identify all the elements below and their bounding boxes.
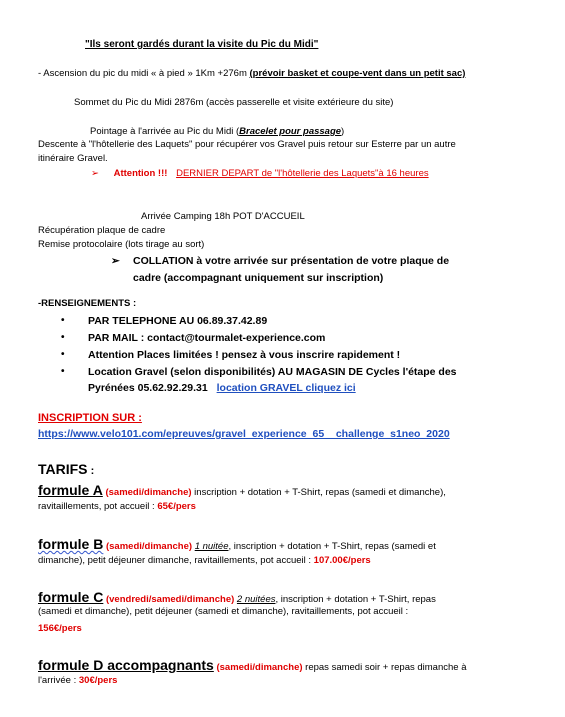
formule-d-desc: repas samedi soir + repas dimanche à <box>302 662 467 673</box>
formule-d-line-2 <box>38 675 117 686</box>
renseignement-telephone: PAR TELEPHONE AU 06.89.37.42.89 <box>88 315 268 327</box>
formule-c-price: 156€/pers <box>38 623 82 634</box>
descente-line-2: itinéraire Gravel. <box>38 153 108 164</box>
formule-a-desc-2: ravitaillements, pot accueil : <box>38 501 158 512</box>
formule-b-line-1 <box>38 536 436 552</box>
bracelet-link[interactable]: Bracelet pour passage <box>239 126 342 137</box>
formule-a-line-2 <box>38 501 196 512</box>
formule-b-name: formule B <box>38 536 104 552</box>
renseignement-mail[interactable]: PAR MAIL : contact@tourmalet-experience.com <box>88 332 326 344</box>
tarifs-colon: : <box>87 465 95 477</box>
sommet-line: Sommet du Pic du Midi 2876m (accès passerelle et visite extérieure du site) <box>74 97 394 108</box>
ascension-note: (prévoir basket et coupe-vent dans un petit sac) <box>249 68 466 79</box>
arrivee-line: Arrivée Camping 18h POT D'ACCUEIL <box>141 211 305 222</box>
inscription-heading: INSCRIPTION SUR : <box>38 412 142 424</box>
formule-a-desc: inscription + dotation + T-Shirt, repas (samedi et dimanche), <box>191 487 446 498</box>
bullet-icon: • <box>61 366 65 377</box>
bullet-icon: • <box>61 349 65 360</box>
descente-line-1: Descente à "l'hôtellerie des Laquets" pour récupérer vos Gravel puis retour sur Esterre par un autre <box>38 139 456 150</box>
formule-b-desc-2: dimanche), petit déjeuner dimanche, ravitaillements, pot accueil : <box>38 555 314 566</box>
formule-a-price: 65€/pers <box>157 501 196 512</box>
formule-b-desc: , inscription + dotation + T-Shirt, repas (samedi et <box>228 541 436 552</box>
formule-c-days: (vendredi/samedi/dimanche) <box>105 594 235 605</box>
renseignements-heading: -RENSEIGNEMENTS : <box>38 298 137 309</box>
formule-a-line-1 <box>38 482 446 498</box>
formule-a-name: formule A <box>38 482 103 498</box>
formule-c-line-2: (samedi et dimanche), petit déjeuner (samedi et dimanche), ravitaillements, pot accueil : <box>38 606 409 617</box>
collation-arrow-icon: ➢ <box>111 255 120 267</box>
pointage-line <box>90 126 344 137</box>
location-gravel-link[interactable]: location GRAVEL cliquez ici <box>216 382 356 394</box>
formule-c-nuitee: 2 nuitées <box>236 594 276 605</box>
formule-d-line-1 <box>38 657 467 673</box>
formule-c-name: formule C <box>38 589 104 605</box>
attention-line <box>91 168 429 179</box>
tarifs-label: TARIFS <box>38 461 88 477</box>
collation-line-2: cadre (accompagnant uniquement sur inscription) <box>133 272 384 284</box>
location-phone: Pyrénées 05.62.92.29.31 <box>88 382 208 394</box>
bullet-icon: • <box>61 315 65 326</box>
bullet-icon: • <box>61 332 65 343</box>
renseignement-location: Location Gravel (selon disponibilités) AU MAGASIN DE Cycles l'étape des <box>88 366 457 378</box>
formule-d-desc-2: l'arrivée : <box>38 675 79 686</box>
arrow-icon: ➢ <box>91 168 99 179</box>
pointage-text: Pointage à l'arrivée au Pic du Midi ( <box>90 126 240 137</box>
formule-b-days: (samedi/dimanche) <box>105 541 193 552</box>
formule-b-price: 107.00€/pers <box>313 555 371 566</box>
formule-d-name: formule D accompagnants <box>38 657 214 673</box>
location-line-2 <box>88 382 356 394</box>
tarifs-heading <box>38 461 94 477</box>
attention-text: DERNIER DEPART de "l'hôtellerie des Laquets"à 16 heures <box>176 168 429 179</box>
ascension-text: - Ascension du pic du midi « à pied » 1Km +276m <box>38 68 247 79</box>
formule-d-price: 30€/pers <box>78 675 118 686</box>
formule-b-line-2 <box>38 555 371 566</box>
recuperation-line: Récupération plaque de cadre <box>38 225 166 236</box>
formule-b-nuitee: 1 nuitée <box>194 541 229 552</box>
inscription-url-link[interactable]: https://www.velo101.com/epreuves/gravel_experience_65__challenge_s1neo_2020 <box>38 428 450 440</box>
formule-c-desc: , inscription + dotation + T-Shirt, repas <box>275 594 436 605</box>
remise-line: Remise protocolaire (lots tirage au sort) <box>38 239 205 250</box>
formule-c-line-1 <box>38 589 436 605</box>
formule-a-days: (samedi/dimanche) <box>105 487 192 498</box>
collation-line-1: COLLATION à votre arrivée sur présentation de votre plaque de <box>133 255 450 267</box>
page-title: "Ils seront gardés durant la visite du Pic du Midi" <box>85 39 319 50</box>
ascension-line <box>38 68 465 79</box>
pointage-suffix: ) <box>341 126 345 137</box>
renseignement-places: Attention Places limitées ! pensez à vous inscrire rapidement ! <box>88 349 401 361</box>
formule-d-days: (samedi/dimanche) <box>216 662 303 673</box>
attention-label: Attention !!! <box>113 168 168 179</box>
